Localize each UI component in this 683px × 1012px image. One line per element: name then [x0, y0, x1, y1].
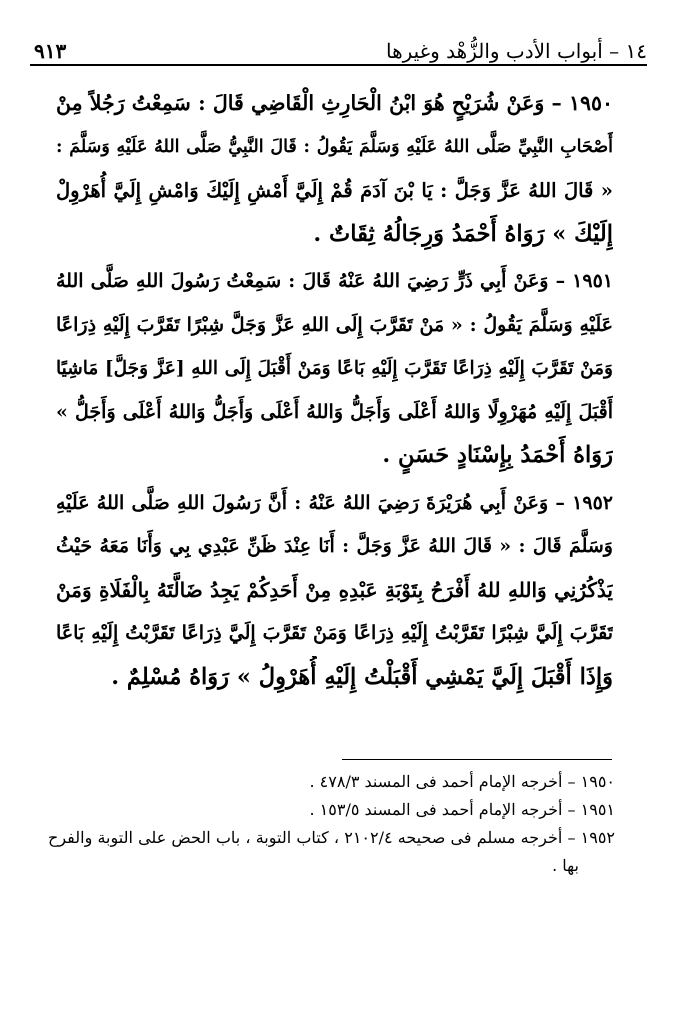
- hadith-1952: [56, 482, 613, 700]
- footnote-1950: ١٩٥٠ – أخرجه الإمام أحمد فى المسند ٤٧٨/٣ .: [309, 772, 615, 791]
- text-line: عَلَيْهِ وَسَلَّمَ يَقُولُ : « مَنْ تَقَرَّبَ إِلَى اللهِ عَزَّ وَجَلَّ شِبْرًا تَقَرَّبَ إِلَيْهِ ذِرَاعًا: [56, 313, 613, 336]
- text-line: رَوَاهُ أَحْمَدُ بِإِسْنَادٍ حَسَنٍ .: [382, 442, 613, 468]
- text-line: إِلَيْكَ » رَوَاهُ أَحْمَدُ وَرِجَالُهُ ثِقَاتٌ .: [313, 220, 613, 247]
- text-line: « قَالَ اللهُ عَزَّ وَجَلَّ : يَا بْنَ آدَمَ قُمْ إِلَيَّ أَمْشِ إِلَيْكَ وَامْشِ إِلَيَّ أُهَرْوِلْ: [56, 179, 613, 202]
- footnote-rule: [342, 759, 612, 760]
- text-line: ١٩٥٠ – وَعَنْ شُرَيْحٍ هُوَ ابْنُ الْحَارِثِ الْقَاضِي قَالَ : سَمِعْتُ رَجُلاً مِنْ: [56, 91, 613, 115]
- text-line: يَذْكُرُنِي وَاللهِ للهُ أَفْرَحُ بِتَوْبَةِ عَبْدِهِ مِنْ أَحَدِكُمْ يَجِدُ ضَالَّتَهُ بِالْفَلَاةِ وَمَنْ: [56, 577, 613, 602]
- page-number: ٩١٣: [34, 39, 67, 63]
- text-line: أَقْبَلَ إِلَيْهِ مُهَرْوِلًا وَاللهُ أَعْلَى وَأَجَلُّ وَاللهُ أَعْلَى وَأَجَلُّ وَاللهُ أَعْلَى وَأَجَلُّ »: [56, 400, 613, 423]
- footnote-1951: ١٩٥١ – أخرجه الإمام أحمد فى المسند ١٥٣/٥ .: [309, 800, 615, 819]
- hadith-1950: [56, 82, 613, 256]
- running-title: ١٤ – أبواب الأدب والزُّهْد وغيرها: [385, 39, 647, 63]
- text-line: ١٩٥١ – وَعَنْ أَبِي ذَرٍّ رَضِيَ اللهُ عَنْهُ قَالَ : سَمِعْتُ رَسُولَ اللهِ صَلَّى اللهُ: [56, 270, 613, 292]
- footnote-1952: ١٩٥٢ – أخرجه مسلم فى صحيحه ٢١٠٢/٤ ، كتاب التوبة ، باب الحض على التوبة والفرح: [48, 828, 615, 847]
- header-rule: [30, 64, 647, 66]
- footnotes: [48, 768, 615, 880]
- text-line: وَمَنْ تَقَرَّبَ إِلَيْهِ ذِرَاعًا تَقَرَّبَ إِلَيْهِ بَاعًا وَمَنْ أَقْبَلَ إِلَى اللهِ [عَزَّ وَجَلَّ] مَاشِيًا: [56, 358, 613, 379]
- footnote-1952-continued: بها .: [552, 856, 579, 875]
- text-line: وَسَلَّمَ قَالَ : « قَالَ اللهُ عَزَّ وَجَلَّ : أَنَا عِنْدَ ظَنِّ عَبْدِي بِي وَأَنَا مَعَهُ حَيْثُ: [56, 535, 613, 557]
- main-text: [56, 82, 613, 703]
- page-header: [34, 30, 647, 64]
- hadith-1951: [56, 260, 613, 478]
- text-line: وَإِذَا أَقْبَلَ إِلَيَّ يَمْشِي أَقْبَلْتُ إِلَيْهِ أُهَرْوِلُ » رَوَاهُ مُسْلِمٌ .: [111, 663, 613, 690]
- text-line: أَصْحَابِ النَّبِيِّ صَلَّى اللهُ عَلَيْهِ وَسَلَّمَ يَقُولُ : قَالَ النَّبِيُّ صَلَّى اللهُ عَلَيْهِ وَسَلَّمَ :: [56, 136, 613, 157]
- text-line: ١٩٥٢ – وَعَنْ أَبِي هُرَيْرَةَ رَضِيَ اللهُ عَنْهُ : أَنَّ رَسُولَ اللهِ صَلَّى اللهُ عَلَيْهِ: [56, 491, 613, 514]
- text-line: تَقَرَّبَ إِلَيَّ شِبْرًا تَقَرَّبْتُ إِلَيْهِ ذِرَاعًا وَمَنْ تَقَرَّبَ إِلَيَّ ذِرَاعًا تَقَرَّبْتُ إِلَيْهِ بَاعًا: [56, 622, 613, 644]
